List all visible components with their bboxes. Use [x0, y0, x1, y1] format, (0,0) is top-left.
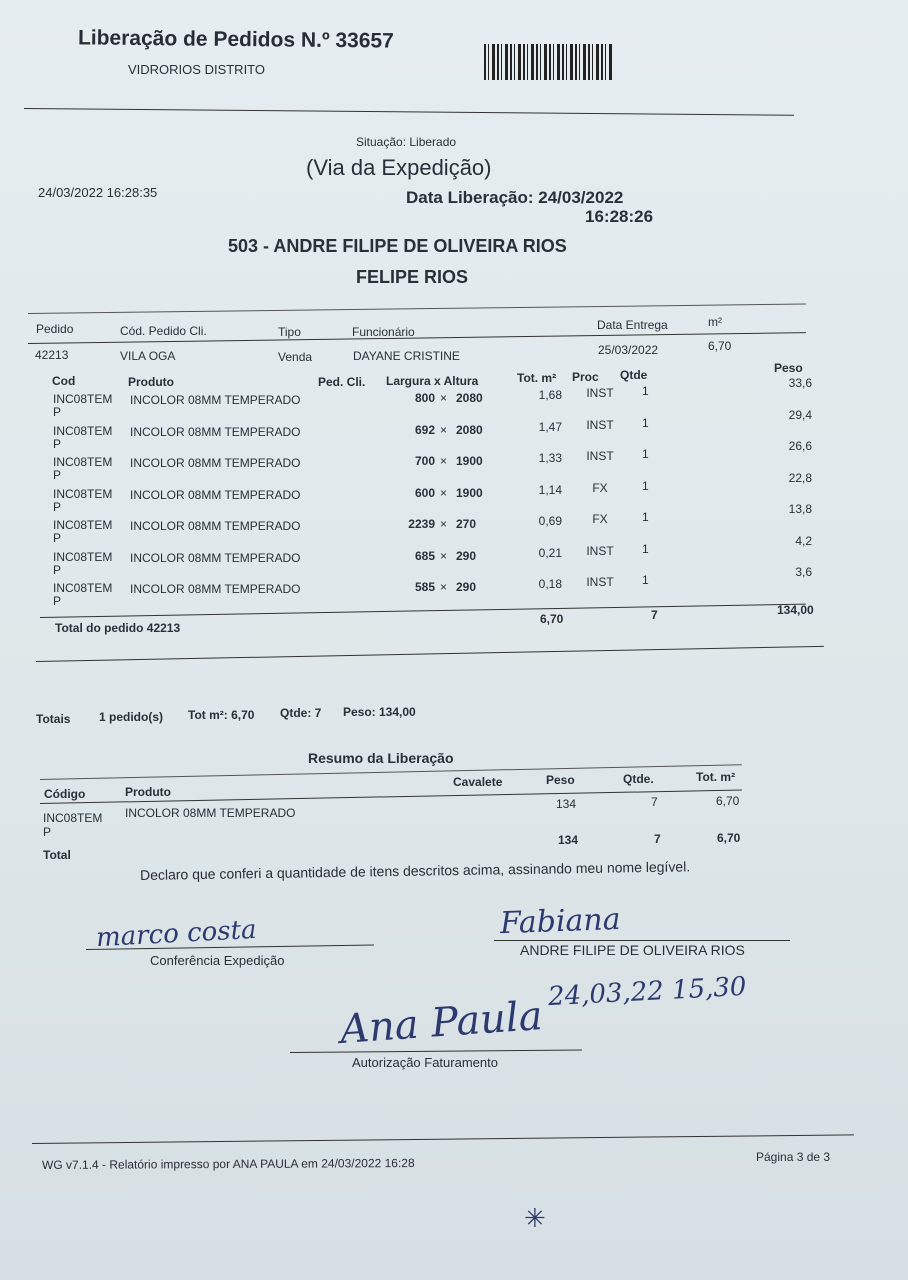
item-largura: 2239	[408, 517, 435, 531]
page-number: Página 3 de 3	[756, 1150, 831, 1164]
item-cod-suffix: P	[53, 405, 62, 419]
col-data-entrega: Data Entrega	[597, 318, 668, 332]
col-cod-pedido-cli: Cód. Pedido Cli.	[120, 324, 207, 338]
footer-rule	[32, 1134, 854, 1144]
item-peso: 33,6	[788, 376, 812, 390]
item-largura: 600	[414, 485, 435, 500]
item-peso: 29,4	[788, 407, 812, 422]
resumo-total-peso: 134	[558, 833, 579, 847]
item-peso: 26,6	[788, 439, 812, 453]
item-produto: INCOLOR 08MM TEMPERADO	[130, 456, 301, 470]
item-qtde: 1	[642, 573, 649, 587]
item-qtde: 1	[642, 510, 649, 524]
resumo-total-qtde: 7	[654, 832, 661, 846]
item-largura: 800	[414, 391, 435, 405]
resumo-total-label: Total	[43, 848, 71, 862]
client-nickname: FELIPE RIOS	[356, 267, 469, 287]
col-proc: Proc	[572, 370, 599, 384]
col-pedido: Pedido	[36, 322, 74, 336]
col-largura-altura: Largura x Altura	[386, 374, 479, 388]
item-cod: INC08TEM	[53, 423, 113, 438]
resumo-total-tot-m2: 6,70	[717, 831, 741, 845]
tipo-value: Venda	[278, 350, 313, 364]
item-cod-suffix: P	[53, 562, 62, 577]
item-dims-x: ×	[440, 422, 448, 437]
resumo-codigo: INC08TEM	[43, 811, 103, 825]
item-dims-x: ×	[440, 485, 448, 500]
item-cod-suffix: P	[53, 436, 62, 451]
item-dims-x: ×	[440, 454, 448, 468]
funcionario-value: DAYANE CRISTINE	[353, 349, 460, 363]
totals-peso: Peso: 134,00	[343, 705, 416, 719]
cod-pedido-cli-value: VILA OGA	[120, 349, 176, 363]
company-name: VIDRORIOS DISTRITO	[128, 62, 265, 77]
order-total-qtde: 7	[651, 608, 658, 622]
item-peso: 3,6	[795, 565, 812, 579]
item-produto: INCOLOR 08MM TEMPERADO	[130, 519, 301, 533]
data-entrega-value: 25/03/2022	[598, 343, 659, 357]
item-tot-m2: 1,68	[538, 388, 562, 402]
item-cod-suffix: P	[53, 468, 62, 482]
status-text: Situação: Liberado	[356, 135, 457, 149]
col-tot-m2: Tot. m²	[517, 371, 557, 385]
item-cod: INC08TEM	[53, 392, 113, 406]
order-total-peso: 134,00	[777, 603, 814, 617]
item-proc: FX	[592, 512, 608, 526]
col-funcionario: Funcionário	[352, 325, 415, 339]
order-end-rule	[36, 646, 824, 662]
item-proc: INST	[586, 575, 614, 589]
item-tot-m2: 1,33	[538, 451, 562, 465]
item-qtde: 1	[642, 541, 649, 556]
item-largura: 700	[414, 454, 435, 468]
item-qtde: 1	[642, 447, 649, 461]
pedido-value: 42213	[35, 348, 69, 362]
item-dims-x: ×	[440, 548, 448, 563]
item-cod: INC08TEM	[53, 486, 113, 501]
item-dims-x: ×	[440, 580, 448, 594]
item-peso: 13,8	[788, 502, 812, 516]
declaration-text: Declaro que conferi a quantidade de itens descritos acima, assinando meu nome legível.	[139, 858, 691, 883]
barcode	[484, 44, 614, 80]
item-proc: INST	[586, 449, 614, 463]
item-largura: 585	[414, 580, 435, 594]
resumo-codigo-suffix: P	[43, 825, 52, 839]
item-tot-m2: 1,47	[538, 419, 562, 434]
item-produto: INCOLOR 08MM TEMPERADO	[130, 424, 301, 439]
print-datetime: 24/03/2022 16:28:35	[38, 185, 158, 200]
item-altura: 2080	[456, 391, 483, 405]
autorizacao-signature: Ana Paula	[338, 992, 544, 1054]
client-signature-label: ANDRE FILIPE DE OLIVEIRA RIOS	[520, 942, 745, 958]
resumo-col-qtde: Qtde.	[623, 772, 654, 786]
col-peso: Peso	[774, 361, 803, 375]
col-qtde: Qtde	[620, 368, 648, 382]
conferencia-label: Conferência Expedição	[150, 953, 285, 968]
item-proc: INST	[586, 543, 614, 558]
resumo-col-codigo: Código	[44, 787, 86, 801]
item-cod: INC08TEM	[53, 581, 113, 595]
item-altura: 270	[456, 517, 477, 531]
item-altura: 2080	[456, 422, 483, 437]
client-signature-line	[494, 940, 790, 941]
resumo-produto: INCOLOR 08MM TEMPERADO	[125, 806, 296, 820]
col-tipo: Tipo	[278, 325, 301, 339]
item-altura: 290	[456, 548, 477, 563]
order-total-m2: 6,70	[540, 612, 564, 626]
asterisk-mark-icon: ✳	[524, 1203, 546, 1233]
item-largura: 685	[414, 548, 435, 563]
release-date: Data Liberação: 24/03/2022	[406, 188, 624, 207]
item-proc: INST	[586, 386, 614, 400]
item-cod-suffix: P	[53, 499, 62, 514]
resumo-col-peso: Peso	[546, 773, 575, 787]
totals-pedidos: 1 pedido(s)	[99, 710, 164, 724]
order-total-label: Total do pedido 42213	[55, 621, 181, 635]
release-time: 16:28:26	[585, 207, 654, 226]
col-ped-cli: Ped. Cli.	[318, 375, 366, 389]
item-cod-suffix: P	[53, 531, 62, 545]
items-bottom-rule	[40, 604, 806, 618]
item-altura: 1900	[456, 485, 483, 500]
item-proc: INST	[586, 417, 614, 432]
conferencia-signature: marco costa	[95, 914, 258, 954]
item-tot-m2: 0,21	[538, 545, 562, 560]
item-produto: INCOLOR 08MM TEMPERADO	[130, 487, 301, 502]
resumo-col-cavalete: Cavalete	[453, 775, 503, 789]
col-m2: m²	[708, 315, 722, 329]
item-cod: INC08TEM	[53, 455, 113, 469]
resumo-col-produto: Produto	[125, 785, 171, 799]
item-qtde: 1	[642, 478, 649, 493]
m2-value: 6,70	[708, 339, 732, 353]
item-produto: INCOLOR 08MM TEMPERADO	[130, 393, 301, 407]
document-title: Liberação de Pedidos N.º 33657	[77, 26, 394, 53]
totals-m2: Tot m²: 6,70	[188, 708, 255, 722]
resumo-qtde: 7	[651, 795, 658, 809]
item-dims-x: ×	[440, 517, 448, 531]
item-altura: 290	[456, 580, 477, 594]
footer-print-info: WG v7.1.4 - Relatório impresso por ANA PAULA em 24/03/2022 16:28	[41, 1156, 415, 1172]
autorizacao-line	[290, 1049, 582, 1053]
item-cod: INC08TEM	[53, 549, 113, 564]
client-signature: Fabiana	[499, 901, 622, 942]
item-peso: 22,8	[788, 470, 812, 485]
item-peso: 4,2	[795, 533, 812, 548]
col-produto: Produto	[128, 375, 174, 389]
order-top-rule	[28, 303, 806, 314]
item-qtde: 1	[642, 384, 649, 398]
handwritten-date: 24,03,22 15,30	[547, 971, 748, 1013]
item-tot-m2: 1,14	[538, 482, 562, 497]
resumo-tot-m2: 6,70	[716, 794, 740, 808]
item-proc: FX	[592, 480, 608, 495]
item-produto: INCOLOR 08MM TEMPERADO	[130, 550, 301, 565]
item-largura: 692	[414, 422, 435, 437]
resumo-col-tot-m2: Tot. m²	[696, 770, 736, 784]
item-tot-m2: 0,69	[538, 514, 562, 528]
totals-qtde: Qtde: 7	[280, 706, 322, 720]
item-qtde: 1	[642, 415, 649, 430]
totals-label: Totais	[36, 712, 71, 726]
item-altura: 1900	[456, 454, 483, 468]
col-cod: Cod	[52, 374, 76, 388]
item-tot-m2: 0,18	[538, 577, 562, 591]
item-dims-x: ×	[440, 391, 448, 405]
autorizacao-label: Autorização Faturamento	[352, 1055, 498, 1070]
resumo-title: Resumo da Liberação	[308, 750, 454, 766]
item-produto: INCOLOR 08MM TEMPERADO	[130, 582, 301, 596]
item-cod: INC08TEM	[53, 518, 113, 532]
client-name: 503 - ANDRE FILIPE DE OLIVEIRA RIOS	[228, 236, 567, 256]
item-cod-suffix: P	[53, 594, 62, 608]
copy-label: (Via da Expedição)	[306, 155, 492, 180]
header-divider	[24, 108, 794, 116]
resumo-peso: 134	[556, 797, 577, 811]
